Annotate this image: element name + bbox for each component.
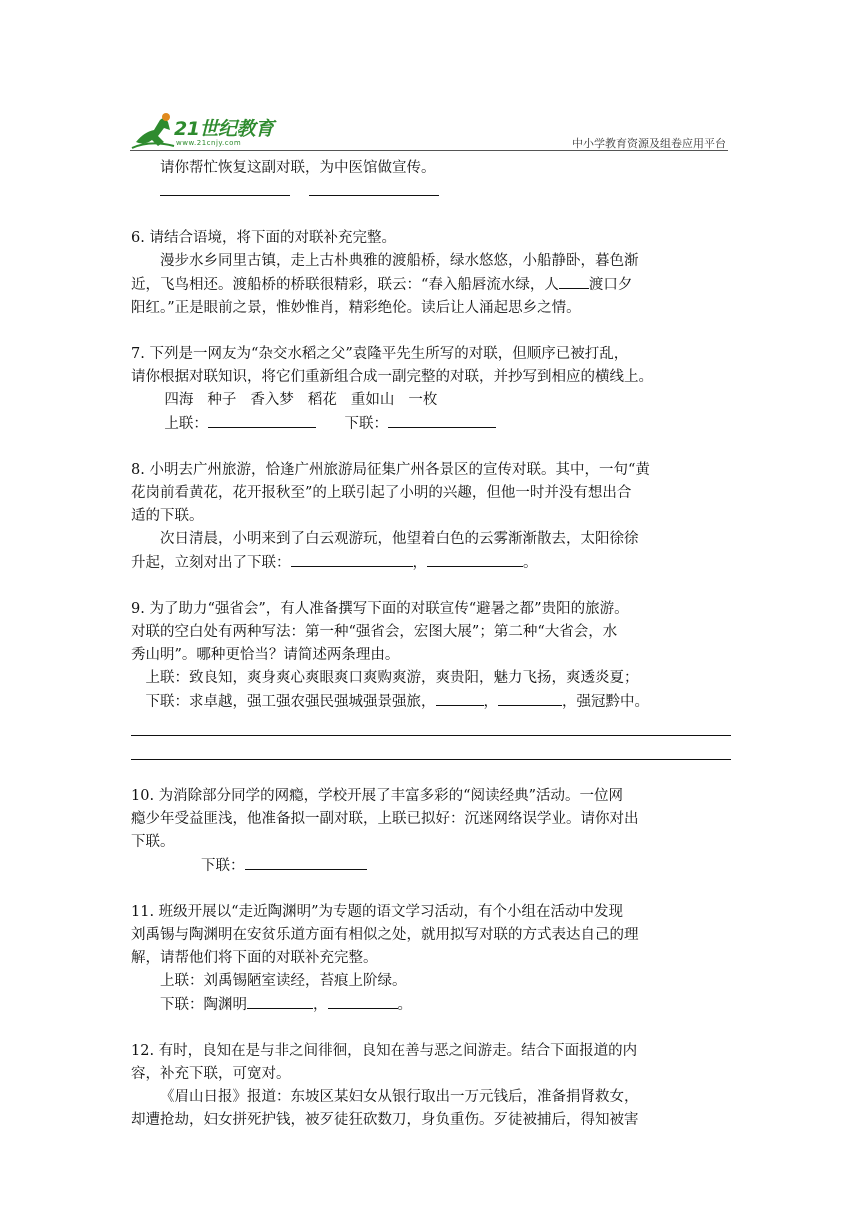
question-text: 适的下联。 [131,508,204,524]
question-text: 9. 为了助力“强省会”，有人准备撰写下面的对联宣传“避暑之都”贵阳的旅游。 [131,601,629,617]
word: 香入梦 [250,392,294,408]
answer-blank [388,412,496,428]
answer-row: 上联： 下联： [131,412,731,436]
question-text: 却遭抢劫，妇女拼死护钱，被歹徒狂砍数刀，身负重伤。歹徒被捕后，得知被害 [131,1112,639,1128]
question-text: 升起，立刻对出了下联： ， 。 [131,551,731,575]
question-7 [131,343,731,436]
question-text: 7. 下列是一网友为“杂交水稻之父”袁隆平先生所写的对联，但顺序已被打乱， [131,346,629,362]
answer-blank [328,993,398,1009]
question-text: 漫步水乡同里古镇，走上古朴典雅的渡船桥，绿水悠悠，小船静卧，暮色渐 [160,253,639,269]
question-text: 下联。 [131,834,175,850]
question-6 [131,227,731,320]
platform-name: 中小学教育资源及组卷应用平台 [572,137,726,150]
answer-blank [427,551,523,567]
couplet-lower: 下联：求卓越，强工强农强民强城强景强旅， ， ，强冠黔中。 [131,690,731,714]
couplet-upper: 上联：致良知，爽身爽心爽眼爽口爽购爽游，爽贵阳，魅力飞扬，爽透炎夏； [145,670,639,686]
word: 四海 [164,392,194,408]
page-header [130,112,730,152]
question-10 [131,785,731,878]
answer-blank [309,180,439,196]
word: 重如山 [350,392,395,408]
answer-blank [498,690,562,706]
question-text: 对联的空白处有两种写法：第一种“强省会，宏图大展”；第二种“大省会，水 [131,624,618,640]
question-title: 6. 请结合语境，将下面的对联补充完整。 [131,230,396,246]
question-text: 近，飞鸟相还。渡船桥的桥联很精彩，联云：“春入船唇流水绿，人 渡口夕 [131,273,731,297]
question-9 [131,598,731,760]
answer-line [131,738,731,760]
question-text: 刘禹锡与陶渊明在安贫乐道方面有相似之处，就用拟写对联的方式表达自己的理 [131,927,639,943]
question-text: 《眉山日报》报道：东坡区某妇女从银行取出一万元钱后，准备捐肾救女， [160,1089,639,1105]
question-text: 解，请帮他们将下面的对联补充完整。 [131,950,378,966]
logo-url: www.21cnjy.com [176,139,242,147]
question-8 [131,459,731,575]
couplet-upper: 上联：刘禹锡陋室读经，苔痕上阶绿。 [160,973,407,989]
document-body [131,157,731,1132]
logo-text: 21世纪教育 [174,118,274,140]
question-text: 请你根据对联知识，将它们重新组合成一副完整的对联，并抄写到相应的横线上。 [131,369,653,385]
question-text: 秀山明”。哪种更恰当？请简述两条理由。 [131,647,400,663]
question-text: 容，补充下联，可宽对。 [131,1066,291,1082]
site-logo [130,112,330,152]
answer-blank [247,993,313,1009]
word: 种子 [207,392,237,408]
question-text: 10. 为消除部分同学的网瘾，学校开展了丰富多彩的“阅读经典”活动。一位网 [131,788,623,804]
question-11 [131,901,731,1017]
answer-row: 下联： [131,854,731,878]
runner-logo-icon [130,112,176,152]
word: 一枚 [408,392,438,408]
answer-blank [245,854,367,870]
answer-blank [559,273,589,289]
answer-line [131,714,731,736]
answer-blank [208,412,316,428]
question-text: 11. 班级开展以“走近陶渊明”为专题的语文学习活动，有个小组在活动中发现 [131,904,623,920]
intro-answer-lines [131,180,731,204]
answer-blank [291,551,413,567]
answer-blank [436,690,484,706]
question-12 [131,1040,731,1132]
word-list [131,389,731,412]
question-text: 次日清晨，小明来到了白云观游玩，他望着白色的云雾渐渐散去，太阳徐徐 [160,531,639,547]
question-text: 12. 有时，良知在是与非之间徘徊，良知在善与恶之间游走。结合下面报道的内 [131,1043,638,1059]
question-text: 花岗前看黄花，花开报秋至”的上联引起了小明的兴趣，但他一时并没有想出合 [131,485,632,501]
question-text: 阳红。”正是眼前之景，惟妙惟肖，精彩绝伦。读后让人涌起思乡之情。 [131,300,581,316]
answer-blank [160,180,290,196]
word: 稻花 [307,392,337,408]
couplet-lower: 下联：陶渊明 ， 。 [131,993,731,1017]
intro-text: 请你帮忙恢复这副对联，为中医馆做宣传。 [160,160,436,176]
header-divider [130,150,728,151]
question-text: 瘾少年受益匪浅，他准备拟一副对联，上联已拟好：沉迷网络误学业。请你对出 [131,811,639,827]
question-text: 8. 小明去广州旅游，恰逢广州旅游局征集广州各景区的宣传对联。其中，一句“黄 [131,462,650,478]
